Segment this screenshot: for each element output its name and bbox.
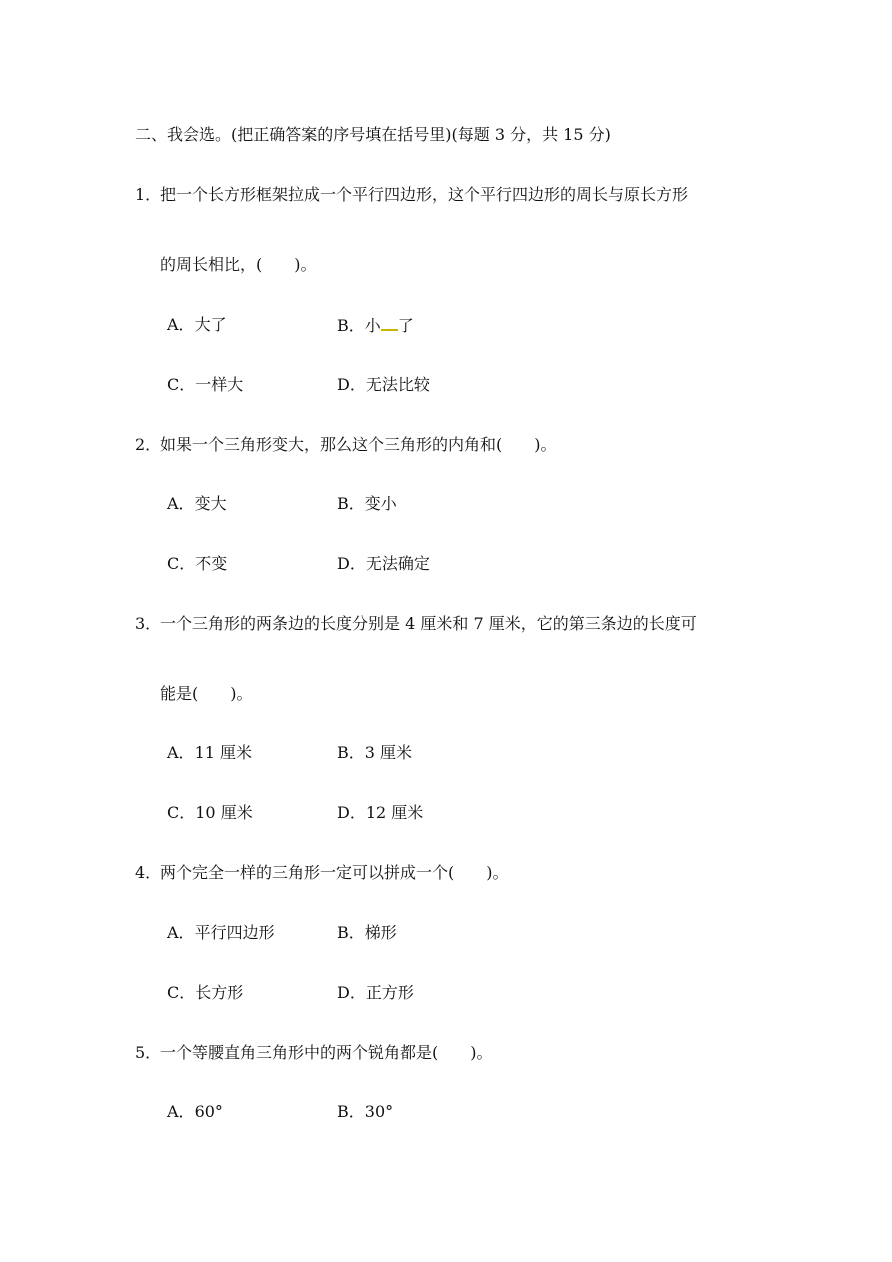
- option-text: 正方形: [365, 983, 414, 1002]
- option-text: 长方形: [195, 983, 244, 1002]
- option-letter: C．: [167, 983, 196, 1002]
- option-letter: A．: [167, 494, 195, 513]
- section-heading: 二、我会选。(把正确答案的序号填在括号里)(每题 3 分，共 15 分): [135, 125, 611, 144]
- option-text: 梯形: [364, 923, 397, 942]
- question-3-option-a: [167, 743, 252, 763]
- question-5-number: 5．: [135, 1043, 162, 1062]
- option-letter: A．: [167, 923, 195, 942]
- question-1-option-c: [167, 375, 243, 395]
- question-4-number: 4．: [135, 863, 162, 882]
- option-text-part-2: 了: [397, 316, 414, 335]
- option-text: 30°: [364, 1102, 394, 1121]
- option-letter: C．: [167, 554, 196, 573]
- option-letter: A．: [167, 1102, 195, 1121]
- option-text: 11 厘米: [194, 743, 253, 762]
- question-1-text-line-1: 把一个长方形框架拉成一个平行四边形，这个平行四边形的周长与原长方形: [160, 185, 689, 204]
- question-5-text-line-1: 一个等腰直角三角形中的两个锐角都是( )。: [160, 1043, 493, 1062]
- question-4-text-line-1: 两个完全一样的三角形一定可以拼成一个( )。: [160, 863, 509, 882]
- underline-mark: [381, 315, 398, 331]
- option-text: 无法比较: [365, 375, 430, 394]
- question-2-option-d: [337, 554, 430, 574]
- option-letter: A．: [167, 315, 195, 334]
- option-text: 一样大: [195, 375, 244, 394]
- question-4-option-c: [167, 983, 243, 1003]
- option-letter: C．: [167, 375, 196, 394]
- option-letter: B．: [337, 923, 365, 942]
- option-letter: B．: [337, 743, 365, 762]
- question-1-number: 1．: [135, 185, 162, 204]
- question-1-option-a: [167, 315, 227, 335]
- option-letter: D．: [337, 803, 366, 822]
- question-2-text-line-1: 如果一个三角形变大，那么这个三角形的内角和( )。: [160, 435, 557, 454]
- option-text-part-1: 小: [364, 316, 381, 335]
- option-text: 10 厘米: [195, 803, 253, 822]
- option-letter: D．: [337, 554, 366, 573]
- option-letter: B．: [337, 494, 365, 513]
- option-letter: D．: [337, 983, 366, 1002]
- question-1-option-b: [337, 315, 414, 336]
- option-letter: A．: [167, 743, 195, 762]
- option-text: 变大: [194, 494, 227, 513]
- question-3-option-c: [167, 803, 253, 823]
- option-letter: B．: [337, 1102, 365, 1121]
- question-3-option-d: [337, 803, 423, 823]
- option-letter: C．: [167, 803, 196, 822]
- question-3-text-line-2: 能是( )。: [160, 684, 253, 703]
- option-text: 不变: [195, 554, 228, 573]
- option-text: 变小: [364, 494, 397, 513]
- question-1-option-d: [337, 375, 430, 395]
- question-4-option-b: [337, 923, 397, 943]
- question-2-option-b: [337, 494, 397, 514]
- question-3-option-b: [337, 743, 412, 763]
- option-text: 60°: [194, 1102, 223, 1121]
- question-2-option-c: [167, 554, 227, 574]
- question-1-text-line-2: 的周长相比，( )。: [160, 255, 317, 274]
- question-2-number: 2．: [135, 435, 162, 454]
- option-text: 12 厘米: [365, 803, 424, 822]
- question-3-number: 3．: [135, 614, 162, 633]
- question-5-option-b: [337, 1102, 393, 1122]
- question-4-option-d: [337, 983, 414, 1003]
- option-letter: D．: [337, 375, 366, 394]
- question-3-text-line-1: 一个三角形的两条边的长度分别是 4 厘米和 7 厘米，它的第三条边的长度可: [160, 614, 697, 633]
- question-2-option-a: [167, 494, 227, 514]
- option-text: 平行四边形: [194, 923, 275, 942]
- option-text: 3 厘米: [364, 743, 413, 762]
- question-5-option-a: [167, 1102, 223, 1122]
- option-text: 大了: [194, 315, 227, 334]
- question-4-option-a: [167, 923, 275, 943]
- option-text: 无法确定: [365, 554, 430, 573]
- option-letter: B．: [337, 316, 365, 335]
